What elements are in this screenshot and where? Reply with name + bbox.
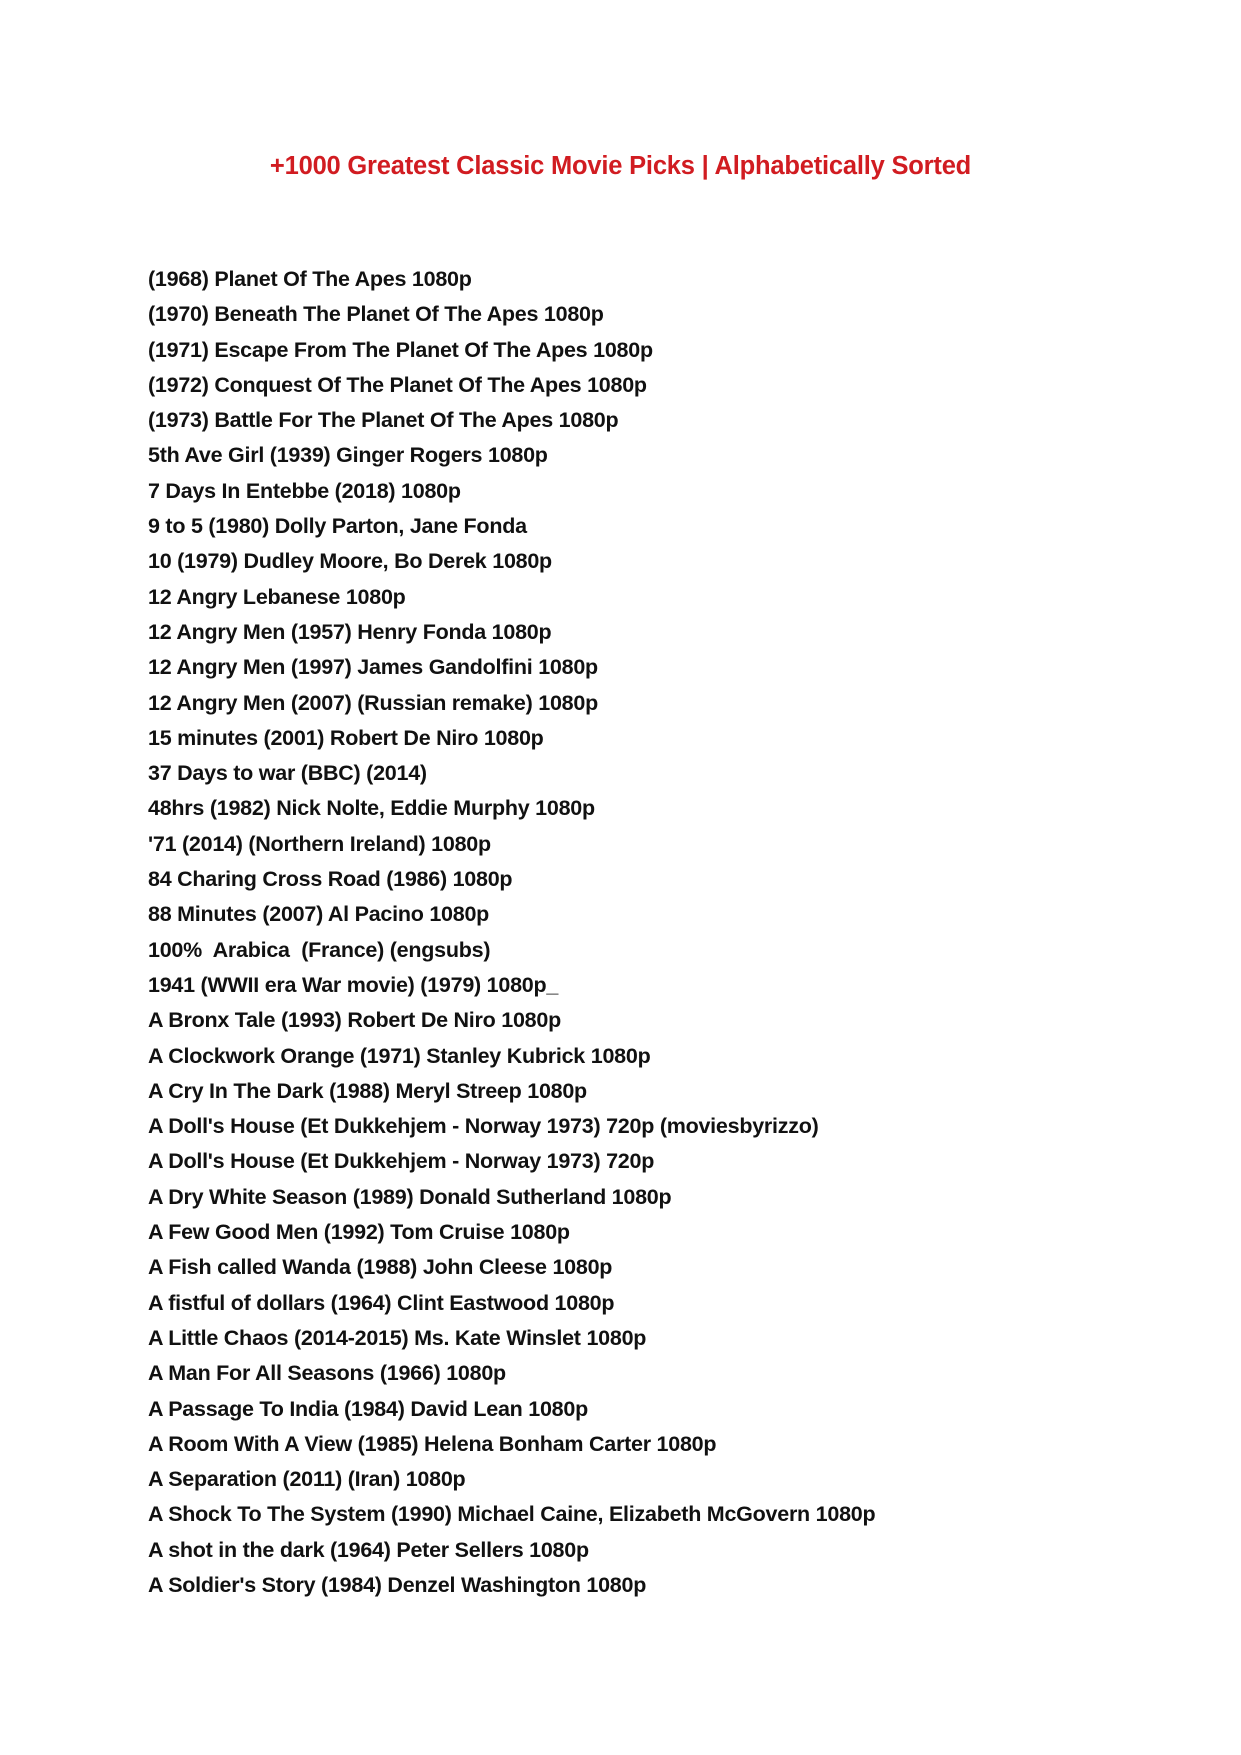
list-item: 1941 (WWII era War movie) (1979) 1080p_ [148, 972, 559, 997]
list-item: 15 minutes (2001) Robert De Niro 1080p [148, 725, 544, 750]
list-item: A Shock To The System (1990) Michael Caine, Elizabeth McGovern 1080p [148, 1502, 876, 1527]
list-item: A Doll's House (Et Dukkehjem - Norway 1973) 720p [148, 1149, 655, 1174]
list-item: (1970) Beneath The Planet Of The Apes 1080p [148, 302, 604, 327]
list-item: A Little Chaos (2014-2015) Ms. Kate Winslet 1080p [148, 1325, 647, 1350]
list-item: A fistful of dollars (1964) Clint Eastwood 1080p [148, 1290, 615, 1315]
list-item: 48hrs (1982) Nick Nolte, Eddie Murphy 1080p [148, 796, 595, 821]
list-item: A shot in the dark (1964) Peter Sellers 1080p [148, 1537, 589, 1562]
list-item: A Passage To India (1984) David Lean 1080p [148, 1396, 588, 1421]
list-item: A Man For All Seasons (1966) 1080p [148, 1361, 506, 1386]
list-item: A Separation (2011) (Iran) 1080p [148, 1467, 466, 1492]
list-item: 7 Days In Entebbe (2018) 1080p [148, 478, 461, 503]
list-item: A Bronx Tale (1993) Robert De Niro 1080p [148, 1008, 561, 1033]
list-item: 12 Angry Lebanese 1080p [148, 584, 406, 609]
list-item: 37 Days to war (BBC) (2014) [148, 761, 427, 786]
list-item: A Clockwork Orange (1971) Stanley Kubrick 1080p [148, 1043, 651, 1068]
list-item: A Soldier's Story (1984) Denzel Washington 1080p [148, 1572, 647, 1597]
list-item: 12 Angry Men (2007) (Russian remake) 1080p [148, 690, 598, 715]
list-item: 12 Angry Men (1957) Henry Fonda 1080p [148, 619, 552, 644]
list-item: A Doll's House (Et Dukkehjem - Norway 1973) 720p (moviesbyrizzo) [148, 1114, 819, 1139]
list-item: 10 (1979) Dudley Moore, Bo Derek 1080p [148, 549, 552, 574]
list-item: 84 Charing Cross Road (1986) 1080p [148, 867, 513, 892]
list-item: 9 to 5 (1980) Dolly Parton, Jane Fonda [148, 514, 527, 539]
list-item: 100% Arabica (France) (engsubs) [148, 937, 491, 962]
list-item: A Few Good Men (1992) Tom Cruise 1080p [148, 1220, 570, 1245]
list-item: A Cry In The Dark (1988) Meryl Streep 1080p [148, 1078, 587, 1103]
list-item: A Fish called Wanda (1988) John Cleese 1080p [148, 1255, 613, 1280]
movie-list [148, 262, 875, 1603]
list-item: (1973) Battle For The Planet Of The Apes 1080p [148, 408, 619, 433]
list-item: 88 Minutes (2007) Al Pacino 1080p [148, 902, 490, 927]
list-item: '71 (2014) (Northern Ireland) 1080p [148, 831, 491, 856]
list-item: 12 Angry Men (1997) James Gandolfini 1080p [148, 655, 598, 680]
page-title: +1000 Greatest Classic Movie Picks | Alphabetically Sorted [269, 152, 972, 180]
list-item: (1971) Escape From The Planet Of The Apes 1080p [148, 337, 653, 362]
list-item: (1968) Planet Of The Apes 1080p [148, 267, 472, 291]
list-item: 5th Ave Girl (1939) Ginger Rogers 1080p [148, 443, 548, 468]
list-item: A Dry White Season (1989) Donald Sutherland 1080p [148, 1184, 672, 1209]
list-item: (1972) Conquest Of The Planet Of The Apes 1080p [148, 372, 647, 397]
list-item: A Room With A View (1985) Helena Bonham Carter 1080p [148, 1431, 717, 1456]
